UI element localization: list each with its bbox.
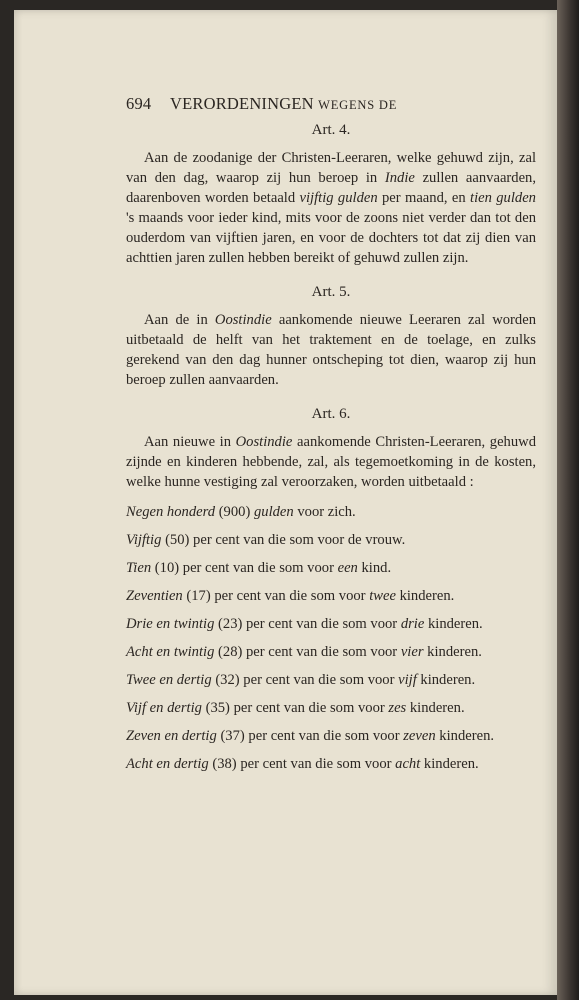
italic-run: tien gulden [470, 190, 536, 206]
running-title [170, 94, 397, 115]
list-item [126, 502, 536, 522]
italic-run: Indie [384, 170, 415, 186]
italic-run: vier [400, 644, 424, 660]
text-run: kinderen. [424, 616, 483, 632]
item-amount-number: (17) [186, 588, 211, 604]
item-amount-words: Vijftig [126, 532, 162, 548]
italic-run: acht [395, 756, 421, 772]
italic-run: zeven [403, 728, 436, 744]
list-item [126, 530, 536, 550]
text-run: kinderen. [435, 728, 495, 744]
page-number: 694 [126, 94, 152, 113]
text-run: kinderen. [395, 588, 455, 604]
article-heading: Art. 6. [311, 406, 351, 422]
italic-run: een [337, 560, 358, 576]
list-item [126, 558, 536, 578]
article-paragraph [126, 148, 536, 268]
article-paragraph [126, 432, 536, 492]
text-run: kind. [357, 560, 392, 576]
item-amount-words: Twee en dertig [126, 672, 212, 688]
text-run: Aan nieuwe in [144, 434, 236, 450]
item-amount-words: Zeven en dertig [126, 728, 217, 744]
text-run: per cent van die som voor [242, 644, 401, 660]
item-amount-words: Negen honderd [126, 504, 216, 520]
list-item [126, 698, 536, 718]
list-item [126, 614, 536, 634]
text-run: per cent van die som voor [210, 588, 370, 604]
text-run: kinderen. [406, 700, 465, 716]
item-amount-words: Tien [126, 560, 152, 576]
item-amount-number: (10) [154, 560, 180, 576]
list-item [126, 726, 536, 746]
text-run: kinderen. [423, 644, 482, 660]
book-spine [557, 0, 579, 1000]
text-run: 's maands voor ieder kind, mits voor de zoons niet verder dan tot den ouderdom van vijftien jaren, en voor de dochters tot dat zij dien van achttien jaren zullen hebben bereikt of gehuwd zullen zijn. [126, 210, 536, 266]
text-run: aankomende Christen-Leeraren, gehuwd zijnde en kinderen hebbende, zal, als tegemoetkoming in de kosten, welke hunne vestiging zal veroorzaken, worden uitbetaald : [126, 434, 536, 490]
item-amount-words: Zeventien [126, 588, 183, 604]
item-amount-words: Acht en twintig [126, 644, 215, 660]
item-amount-words: Vijf en dertig [126, 700, 202, 716]
text-run: per maand, en [377, 190, 471, 206]
list-item [126, 642, 536, 662]
item-amount-number: (38) [212, 756, 237, 772]
article-paragraph [126, 310, 536, 390]
text-run: aankomende nieuwe Leeraren zal worden uitbetaald de helft van het traktement en de toelage, en zulks gerekend van den dag hunner ontscheping tot dien, waarop zij hun beroep zullen aanvaarden. [126, 312, 536, 388]
text-run: voor zich. [293, 504, 356, 520]
item-amount-words: Acht en dertig [126, 756, 209, 772]
italic-run: vijftig gulden [299, 190, 378, 206]
item-amount-number: (50) [165, 532, 190, 548]
italic-run: twee [369, 588, 396, 604]
text-run: Aan de zoodanige der Christen-Leeraren, welke gehuwd zijn, zal van den dag, waarop zij hun beroep in [126, 150, 536, 186]
text-run: kinderen. [416, 672, 476, 688]
item-amount-number: (37) [220, 728, 245, 744]
running-header [126, 92, 536, 116]
list-item [126, 670, 536, 690]
italic-run: vijf [398, 672, 417, 688]
running-title-main: VERORDENINGEN [170, 94, 314, 113]
text-run: Aan de in [144, 312, 215, 328]
italic-run: Oostindie [235, 434, 293, 450]
text-run: per cent van die som voor de vrouw. [189, 532, 406, 548]
list-item [126, 586, 536, 606]
text-run: per cent van die som voor [242, 616, 401, 632]
item-amount-words: Drie en twintig [126, 616, 215, 632]
item-amount-number: (28) [218, 644, 243, 660]
text-run: per cent van die som voor [179, 560, 338, 576]
italic-run: gulden [253, 504, 294, 520]
italic-run: drie [400, 616, 425, 632]
allowance-list [126, 502, 536, 774]
text-run: zullen aanvaarden, daarenboven worden betaald [126, 170, 536, 206]
text-run: per cent van die som voor [236, 756, 396, 772]
article-heading: Art. 5. [311, 284, 351, 300]
running-title-small: WEGENS DE [318, 98, 398, 112]
page-content [126, 92, 536, 782]
text-run: kinderen. [420, 756, 479, 772]
italic-run: Oostindie [214, 312, 272, 328]
article-heading: Art. 4. [311, 122, 351, 138]
list-item [126, 754, 536, 774]
item-amount-number: (23) [218, 616, 243, 632]
italic-run: zes [388, 700, 407, 716]
item-amount-number: (35) [205, 700, 230, 716]
item-amount-number: (32) [215, 672, 240, 688]
text-run: per cent van die som voor [229, 700, 389, 716]
text-run: per cent van die som voor [239, 672, 399, 688]
text-run: per cent van die som voor [244, 728, 404, 744]
item-amount-number: (900) [218, 504, 251, 520]
